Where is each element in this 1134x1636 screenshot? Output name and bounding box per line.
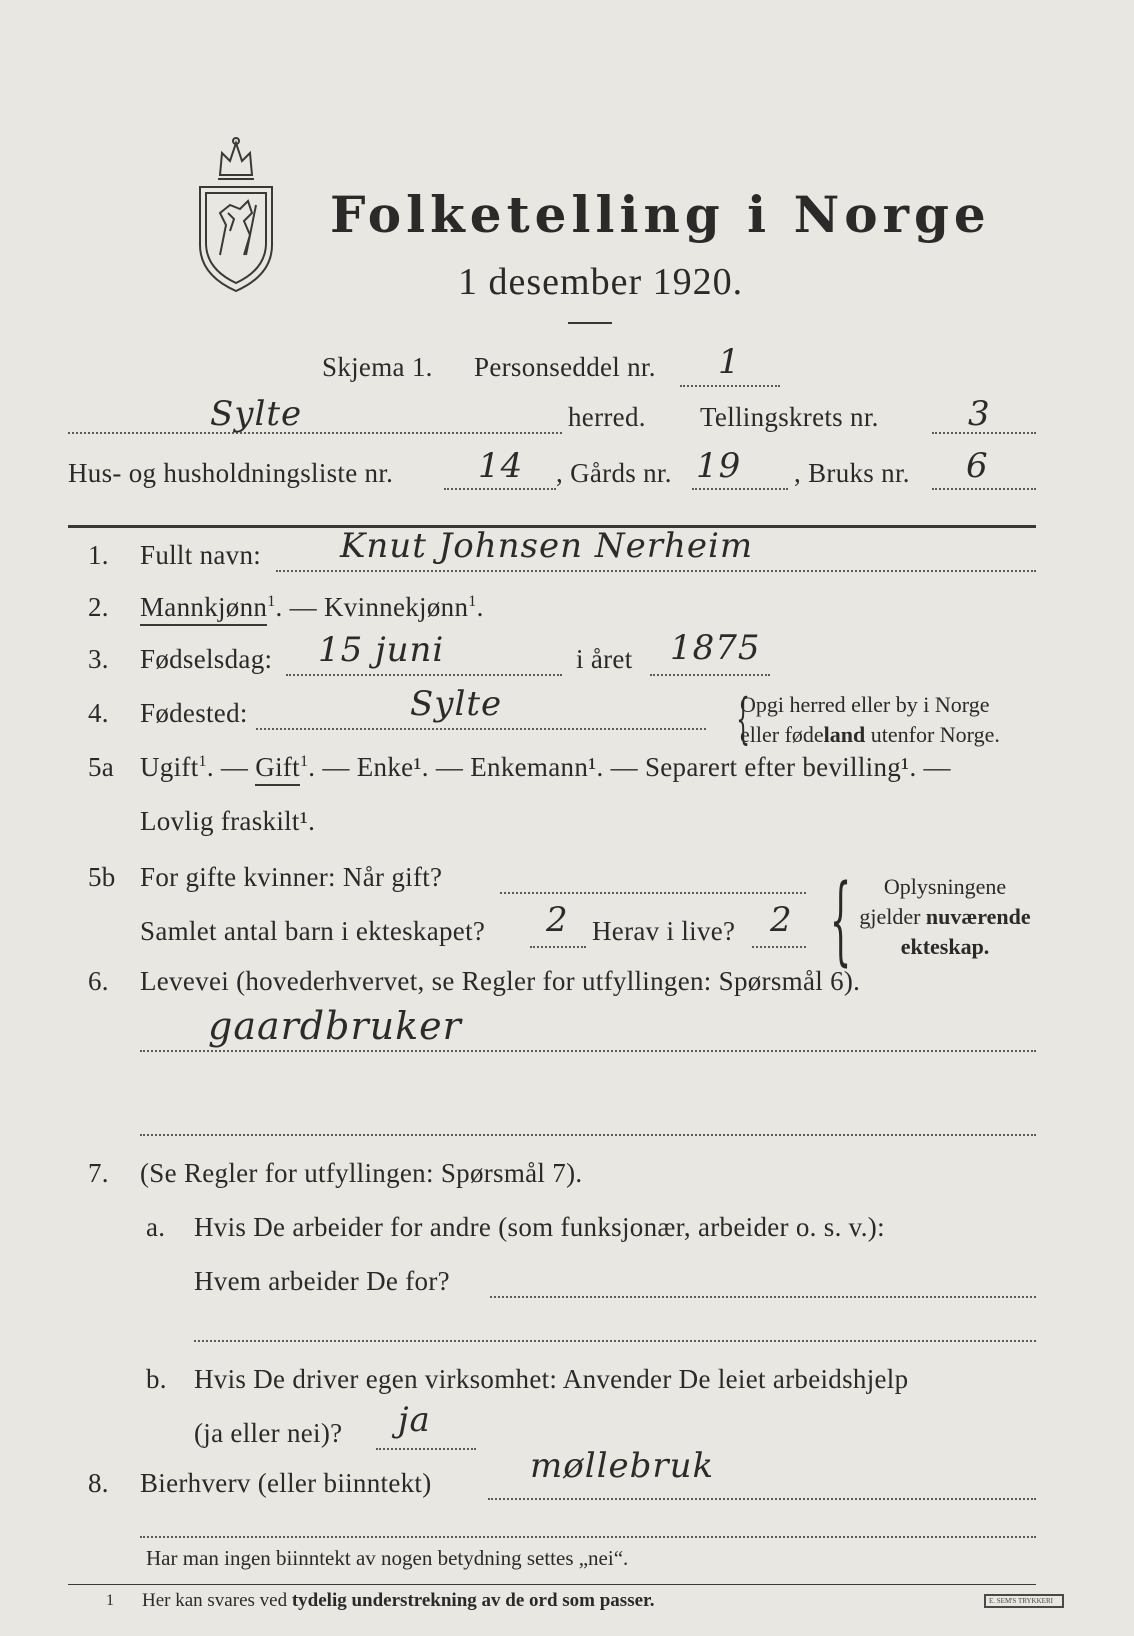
- q7-label: (Se Regler for utfyllingen: Spørsmål 7).: [140, 1158, 583, 1188]
- q6-occupation-value[interactable]: gaardbruker: [208, 1004, 462, 1048]
- q5a-number: 5a: [88, 752, 115, 782]
- q7b-value[interactable]: ja: [398, 1400, 431, 1440]
- q7a-letter: a.: [146, 1212, 166, 1242]
- footnote-text-a: Her kan svares ved: [142, 1590, 292, 1611]
- hus-value[interactable]: 14: [478, 446, 524, 486]
- gards-label: , Gårds nr.: [556, 458, 672, 488]
- q4-note-line1: Opgi herred eller by i Norge: [740, 692, 990, 717]
- personseddel-label: Personseddel nr.: [474, 352, 656, 382]
- q5b-note-line1: Oplysningene: [883, 874, 1007, 899]
- q5a-ugift-option[interactable]: Ugift: [140, 752, 199, 782]
- q8-number: 8.: [88, 1468, 109, 1498]
- q6-label: Levevei (hovederhvervet, se Regler for utfyllingen: Spørsmål 6).: [140, 966, 861, 996]
- q5b-field-line: [500, 892, 806, 894]
- footnote-divider: [68, 1584, 1036, 1585]
- q6-number: 6.: [88, 966, 109, 996]
- coat-of-arms-icon: [190, 135, 282, 295]
- q7b-label: Hvis De driver egen virksomhet: Anvender De leiet arbeidshjelp: [194, 1364, 909, 1394]
- q5b-note-brace: {: [829, 864, 852, 976]
- q2-female-option[interactable]: . — Kvinnekjønn: [275, 592, 469, 622]
- q1-full-name-value[interactable]: Knut Johnsen Nerheim: [340, 526, 754, 566]
- q5a-options: Ugift$^1$. — Gift$^1$. — Enke¹. — Enkemann¹. — Separert efter bevilling¹. —: [140, 752, 951, 783]
- q4-field-line: [256, 728, 706, 730]
- q5b-note-part-a: gjelder: [859, 904, 926, 929]
- hus-field-line: [444, 488, 556, 490]
- skjema-label: Skjema 1.: [322, 352, 433, 382]
- title-underline: [568, 322, 612, 324]
- q8-value[interactable]: møllebruk: [530, 1446, 715, 1486]
- q5b-live-value[interactable]: 2: [770, 900, 793, 940]
- q5b-note-part-b: nuværende: [925, 904, 1031, 929]
- q2-options: Mannkjønn$^1$. — Kvinnekjønn$^1$.: [140, 592, 484, 623]
- bruks-value[interactable]: 6: [966, 446, 989, 486]
- q4-number: 4.: [88, 698, 109, 728]
- bruks-field-line: [932, 488, 1036, 490]
- q6-field-line-2: [140, 1134, 1036, 1136]
- herred-label: herred.: [568, 402, 646, 432]
- q7a-field-line: [490, 1296, 1036, 1298]
- q4-note-part-a: eller føde: [740, 722, 824, 747]
- q4-note-part-b: land: [823, 722, 866, 747]
- printer-stamp: E. SEM'S TRYKKERI: [984, 1594, 1064, 1608]
- q5b-barn-label: Samlet antal barn i ekteskapet?: [140, 916, 486, 946]
- q5b-label: For gifte kvinner: Når gift?: [140, 862, 443, 892]
- q8-label: Bierhverv (eller biinntekt): [140, 1468, 432, 1498]
- q7a-field-line-2: [194, 1340, 1036, 1342]
- q3-year-field-line: [650, 674, 770, 676]
- q1-label: Fullt navn:: [140, 540, 262, 570]
- hus-label: Hus- og husholdningsliste nr.: [68, 458, 394, 488]
- q3-birthday-value[interactable]: 15 juni: [318, 630, 445, 670]
- footnote-text: [142, 1590, 654, 1612]
- q6-field-line: [140, 1050, 1036, 1052]
- q4-label: Fødested:: [140, 698, 248, 728]
- q5b-barn-field-line: [530, 946, 586, 948]
- q5b-number: 5b: [88, 862, 116, 892]
- q4-note-line2: [740, 720, 1000, 750]
- herred-field-line: [68, 432, 562, 434]
- q5b-barn-value[interactable]: 2: [546, 900, 569, 940]
- q7-number: 7.: [88, 1158, 109, 1188]
- gards-field-line: [692, 488, 788, 490]
- q3-year-label: i året: [576, 644, 633, 674]
- q5b-note-line3: ekteskap.: [900, 934, 990, 959]
- footnote-marker: 1: [106, 1592, 114, 1609]
- q1-field-line: [276, 570, 1036, 572]
- q2-end: .: [476, 592, 484, 622]
- q7a-label: Hvis De arbeider for andre (som funksjonær, arbeider o. s. v.):: [194, 1212, 885, 1242]
- q5b-live-field-line: [752, 946, 806, 948]
- q7b-label-2: (ja eller nei)?: [194, 1418, 343, 1448]
- q7a-label-2: Hvem arbeider De for?: [194, 1266, 450, 1296]
- q3-number: 3.: [88, 644, 109, 674]
- q4-note-part-c: utenfor Norge.: [865, 722, 1000, 747]
- q5a-line2[interactable]: Lovlig fraskilt¹.: [140, 806, 316, 836]
- q5b-note: [850, 872, 1040, 962]
- q2-number: 2.: [88, 592, 109, 622]
- tellingskrets-value[interactable]: 3: [968, 394, 991, 434]
- q5a-other-options[interactable]: . — Enke¹. — Enkemann¹. — Separert efter bevilling¹. —: [308, 752, 951, 782]
- tellingskrets-label: Tellingskrets nr.: [700, 402, 879, 432]
- q1-number: 1.: [88, 540, 109, 570]
- personseddel-field-line: [680, 385, 780, 387]
- q3-year-value[interactable]: 1875: [670, 628, 761, 668]
- census-date: 1 desember 1920.: [458, 261, 744, 303]
- q4-note-brace: {: [736, 687, 751, 750]
- q3-field-line: [286, 674, 562, 676]
- form-title: Folketelling i Norge: [330, 185, 991, 244]
- personseddel-value[interactable]: 1: [718, 342, 741, 382]
- q5b-note-line2: [850, 902, 1040, 932]
- q8-note: Har man ingen biinntekt av nogen betydning settes „nei“.: [146, 1546, 629, 1570]
- q4-note: [740, 690, 1000, 750]
- q2-male-option[interactable]: Mannkjønn: [140, 592, 267, 626]
- herred-value[interactable]: Sylte: [210, 394, 303, 434]
- q8-field-line-2: [140, 1536, 1036, 1538]
- bruks-label: , Bruks nr.: [794, 458, 910, 488]
- q5a-gift-option[interactable]: Gift: [255, 752, 300, 786]
- q7b-field-line: [376, 1448, 476, 1450]
- gards-value[interactable]: 19: [696, 446, 742, 486]
- q8-field-line: [488, 1498, 1036, 1500]
- q3-label: Fødselsdag:: [140, 644, 273, 674]
- q5b-live-label: Herav i live?: [592, 916, 736, 946]
- q7b-letter: b.: [146, 1364, 167, 1394]
- q4-birthplace-value[interactable]: Sylte: [410, 684, 503, 724]
- footnote-text-b: tydelig understrekning av de ord som passer.: [291, 1590, 655, 1611]
